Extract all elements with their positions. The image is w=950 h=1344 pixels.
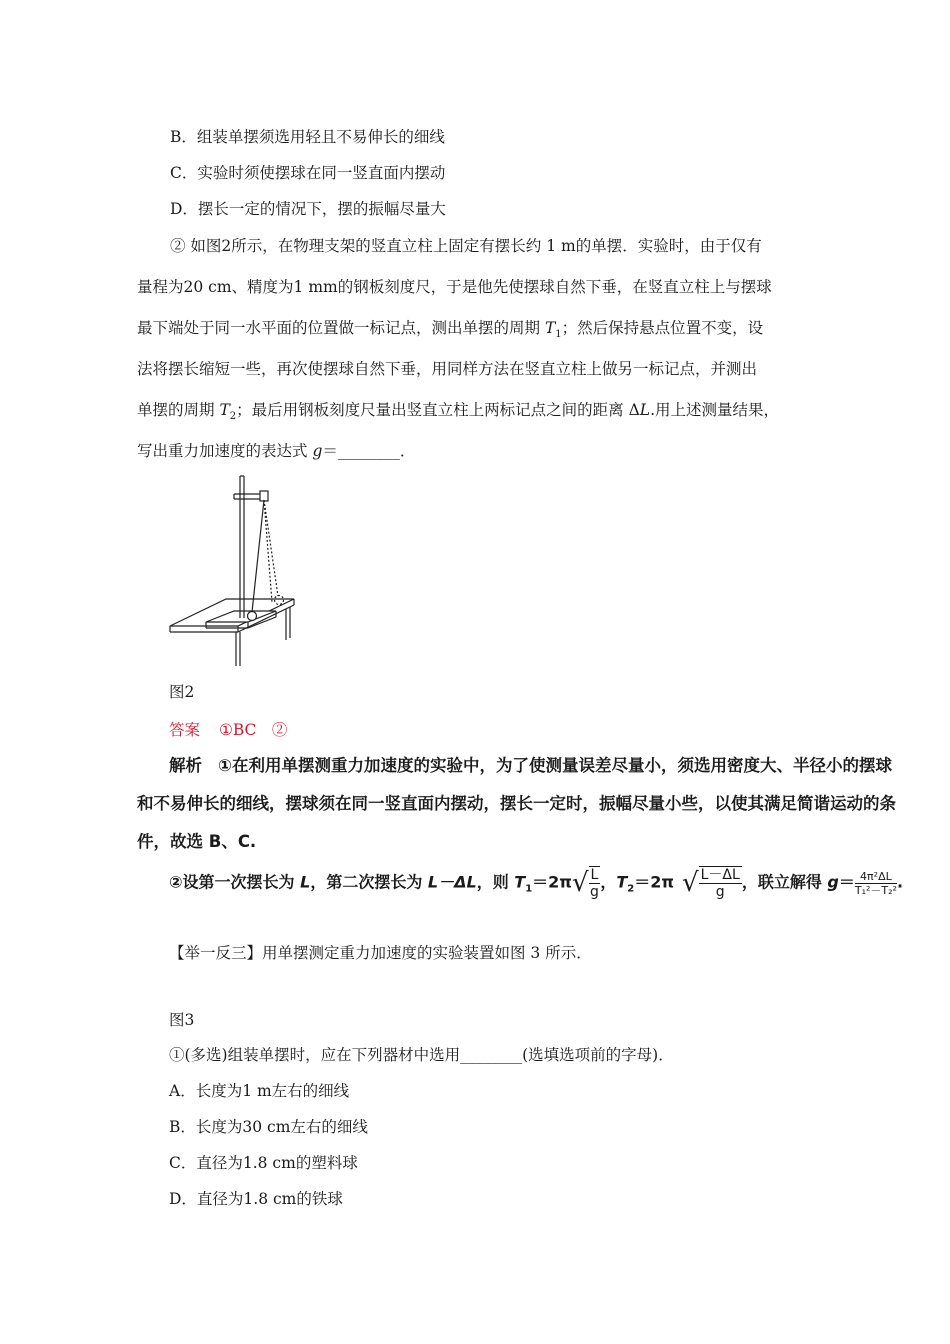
formula-g: g [827,872,839,892]
var-t: T [544,319,556,337]
sqrt2-num: L－ΔL [700,867,740,883]
result-num: 4π²ΔL [855,870,897,884]
analysis-text-1: ①在利用单摆测重力加速度的实验中，为了使测量误差尽量小，须选用密度大、半径小的摆球 [218,756,892,775]
figure-2-caption: 图2 [169,683,195,701]
sqrt2-den: g [715,884,725,900]
analysis-label: 解析 [169,756,202,775]
sub-2: 2 [229,411,237,423]
example-option-c: C．直径为1.8 cm的塑料球 [169,1154,358,1172]
part2-line5-text-c: .用上述测量结果， [650,401,780,419]
example-title: 【举一反三】用单摆测定重力加速度的实验装置如图 3 所示． [169,944,592,962]
analysis-line2: 和不易伸长的细线，摆球须在同一竖直面内摆动，摆长一定时，振幅尽量小些，以使其满足简谐运动的条 [137,794,896,813]
sqrt-2: √ $\frac{L-\Delta L}{g}$ [682,867,740,900]
formula-t1: T [514,872,526,892]
formula-l1: L [300,872,311,892]
pendulum-diagram [168,472,298,668]
formula-t2: T [616,872,628,892]
formula-eq2: ＝2π [634,872,675,892]
analysis-formula [169,866,903,900]
part2-line1: ② 如图2所示，在物理支架的竖直立柱上固定有摆长约 1 m的单摆．实验时，由于仅有 [170,237,762,255]
answer-line [169,720,287,740]
formula-t2-sub: 2 [627,883,635,895]
sqrt1-num: L [590,867,599,883]
analysis-line1 [169,756,892,776]
var-l: L [639,401,651,419]
part2-line5-text-a: 单摆的周期 [137,401,220,419]
figure-3-caption: 图3 [169,1011,195,1029]
formula-eq1: ＝2π [532,872,572,892]
part2-line6 [137,441,415,461]
part2-line5-text-b: ；最后用钢板刻度尺量出竖直立柱上两标记点之间的距离 Δ [236,401,640,419]
part2-line5 [137,400,779,427]
figure-2-pendulum [168,472,298,672]
option-b: B．组装单摆须选用轻且不易伸长的细线 [170,128,445,146]
example-option-b: B．长度为30 cm左右的细线 [169,1118,368,1136]
part2-line3-text-a: 最下端处于同一水平面的位置做一标记点，测出单摆的周期 [137,319,545,337]
formula-eq3: ＝ [838,872,855,892]
formula-t1-sub: 1 [525,883,533,895]
formula-mid1: ，第二次摆长为 [310,872,428,892]
example-option-a: A．长度为1 m左右的细线 [169,1082,350,1100]
analysis-line3: 件，故选 B、C. [137,832,257,851]
option-c: C．实验时须使摆球在同一竖直面内摆动 [170,164,446,182]
part2-line3-text-b: ；然后保持悬点位置不变，设 [561,319,764,337]
formula-mid3: ，联立解得 [741,872,828,892]
example-question-1: ①(多选)组装单摆时，应在下列器材中选用________(选填选项前的字母)． [169,1046,674,1064]
part2-line6-text-a: 写出重力加速度的表达式 [137,442,313,460]
part2-line6-text-b: ＝________． [322,442,416,460]
result-den: T₁²－T₂² [854,883,897,897]
sqrt-1: √ $\frac{L}{g}$ [571,867,599,900]
formula-prefix: ②设第一次摆长为 [169,872,301,892]
formula-l2: L－ΔL [427,872,477,892]
part2-line3 [137,318,763,345]
option-d: D．摆长一定的情况下，摆的振幅尽量大 [170,200,446,218]
part2-line4: 法将摆长缩短一些，再次使摆球自然下垂，用同样方法在竖直立柱上做另一标记点，并测出 [137,360,758,378]
sqrt1-den: g [589,884,599,900]
example-option-d: D．直径为1.8 cm的铁球 [169,1190,343,1208]
part2-line2: 量程为20 cm、精度为1 mm的钢板刻度尺，于是他先使摆球自然下垂，在竖直立柱上与摆球 [137,278,772,296]
var-g: g [312,442,323,460]
answer-text: ①BC ② [218,721,288,739]
formula-comma: ， [600,872,617,892]
formula-end: . [896,872,904,892]
sub-1: 1 [555,329,562,341]
answer-label: 答案 [169,721,201,739]
formula-mid2: ，则 [476,872,515,892]
var-t2: T [219,401,230,419]
result-fraction [855,870,897,897]
